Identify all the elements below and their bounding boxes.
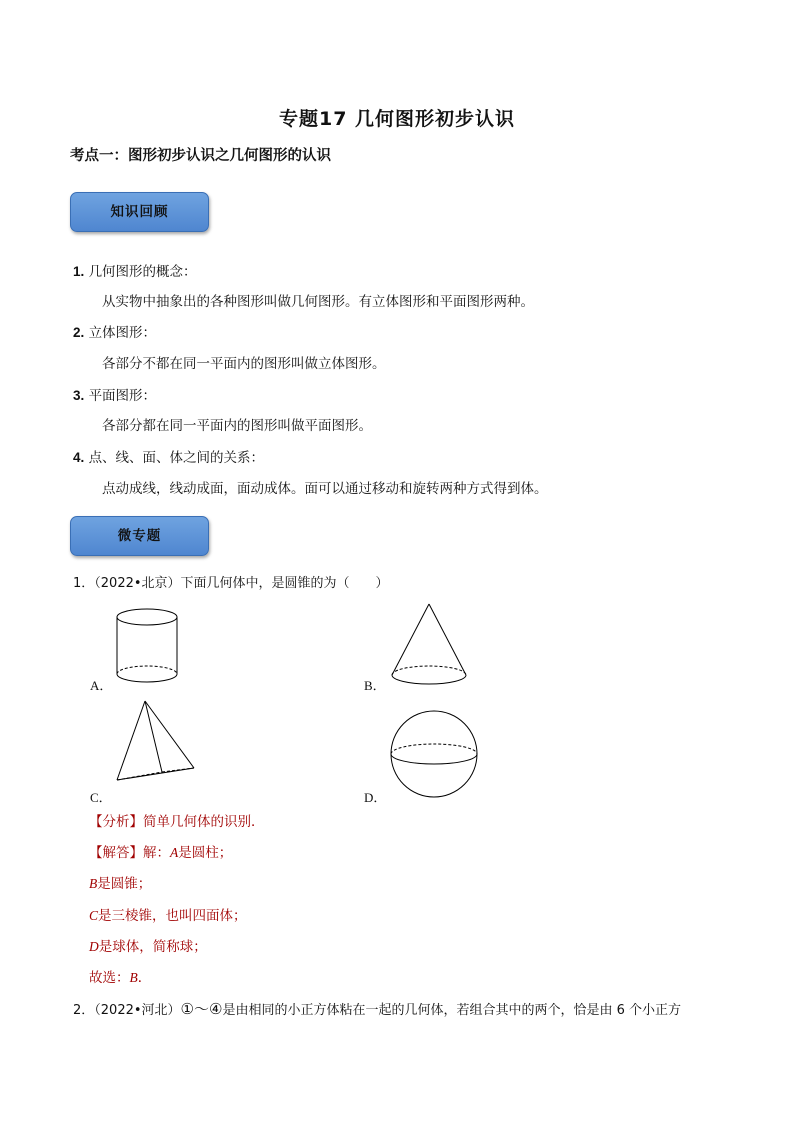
- q1-answer-line-3: C是三棱锥，也叫四面体；: [89, 908, 247, 924]
- option-c-label: C．: [90, 790, 112, 805]
- review-item-1-head: 1. 几何图形的概念：: [73, 264, 197, 280]
- q1-analysis: 【分析】简单几何体的识别．: [89, 814, 265, 830]
- q2-stem: 2．（2022•河北）①～④是由相同的小正方体粘在一起的几何体，若组合其中的两个，恰是由 6 个小正方: [73, 1000, 681, 1018]
- section-review-badge: 知识回顾: [70, 192, 209, 232]
- pyramid-figure: [112, 700, 198, 786]
- sphere-figure: [390, 710, 480, 800]
- review-item-4-head: 4. 点、线、面、体之间的关系：: [73, 450, 265, 466]
- q1-answer-line-4: D是球体，简称球；: [89, 939, 207, 955]
- q1-choice: 故选：B．: [89, 970, 152, 986]
- review-item-3-body: 各部分都在同一平面内的图形叫做平面图形。: [102, 418, 372, 434]
- q1-answer-line-2: B是圆锥；: [89, 876, 152, 892]
- review-item-2-body: 各部分不都在同一平面内的图形叫做立体图形。: [102, 356, 386, 372]
- kaodian-heading: 考点一：图形初步认识之几何图形的认识: [70, 148, 331, 164]
- option-d-label: D．: [364, 790, 387, 805]
- option-b-label: B．: [364, 678, 386, 693]
- cylinder-figure: [116, 608, 178, 688]
- page-title: 专题17 几何图形初步认识: [278, 108, 516, 130]
- option-a-label: A．: [90, 678, 113, 693]
- review-item-4-body: 点动成线，线动成面，面动成体。面可以通过移动和旋转两种方式得到体。: [102, 481, 548, 497]
- review-item-2-head: 2. 立体图形：: [73, 325, 157, 341]
- review-item-3-head: 3. 平面图形：: [73, 388, 157, 404]
- q1-answer-line-1: 【解答】解：A是圆柱；: [89, 845, 233, 861]
- cone-figure: [390, 603, 468, 689]
- q1-stem: 1．（2022•北京）下面几何体中，是圆锥的为（ ）: [73, 576, 389, 591]
- review-item-1-body: 从实物中抽象出的各种图形叫做几何图形。有立体图形和平面图形两种。: [102, 294, 534, 310]
- section-micro-badge: 微专题: [70, 516, 209, 556]
